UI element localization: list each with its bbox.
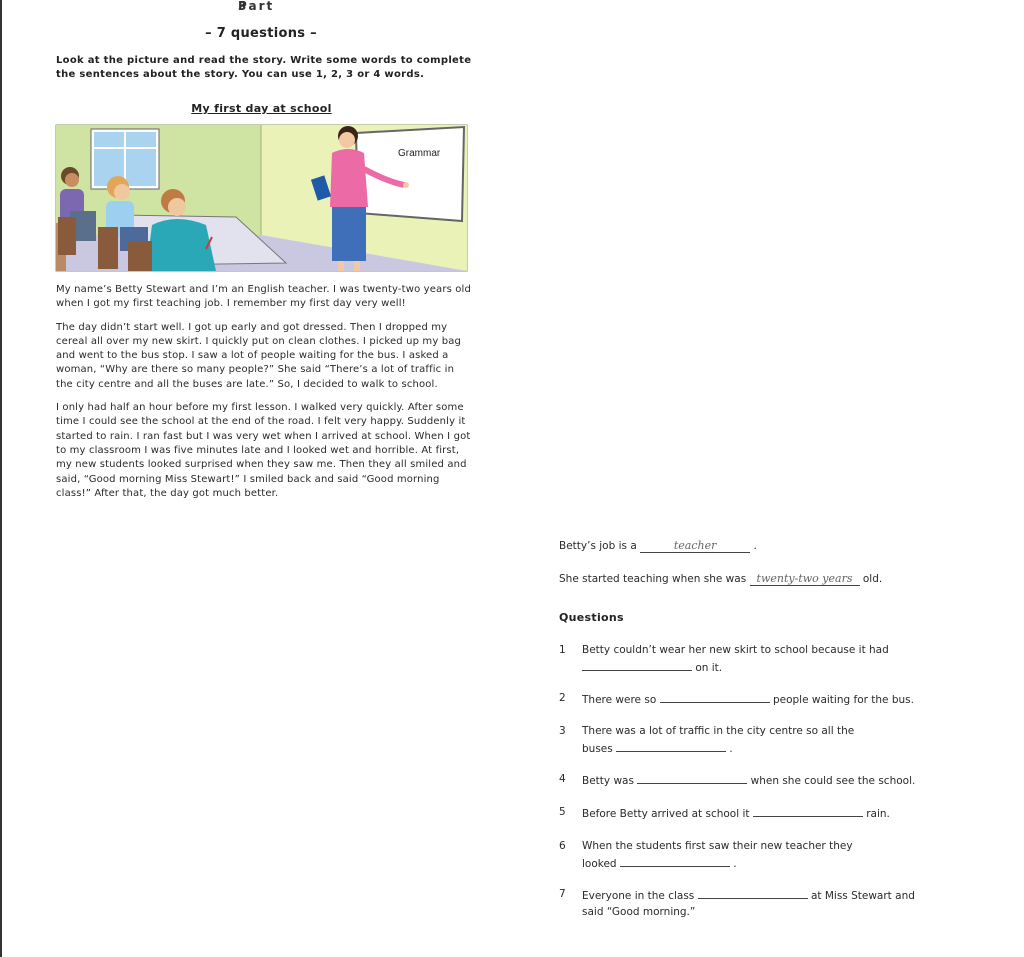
questions-heading: Questions xyxy=(559,611,624,624)
answer-blank[interactable] xyxy=(616,739,726,752)
example-1: Betty’s job is a teacher . xyxy=(559,539,757,552)
story-paragraph: The day didn’t start well. I got up early and got dressed. Then I dropped my cereal all over my new skirt. I quickly put on clean clothes. I picked up my bag and went to the bus stop. I saw a lot of people waiting for the bus. I asked a woman, “Why are there so many people?” She said “There’s a lot of traffic in the city centre and all the buses are late.” So, I decided to walk to school. xyxy=(56,321,461,390)
instructions: Look at the picture and read the story. Write some words to complete the sentences about the story. You can use 1, 2, 3 or 4 words. xyxy=(56,55,472,80)
whiteboard-label: Grammar xyxy=(398,148,441,159)
answer-blank[interactable] xyxy=(637,771,747,784)
story-paragraph: My name’s Betty Stewart and I’m an English teacher. I was twenty-two years old when I got my first teaching job. I remember my first day very well! xyxy=(56,284,471,310)
story-text xyxy=(56,283,472,510)
answer-blank[interactable] xyxy=(753,804,863,817)
question-count-subtitle: – 7 questions – xyxy=(205,26,317,41)
story-paragraph: I only had half an hour before my first lesson. I walked very quickly. After some time I could see the school at the end of the road. I felt very happy. Suddenly it started to rain. I ran fast but I was very wet when I arrived at school. When I got to my classroom I was five minutes late and I looked wet and horrible. At first, my new students looked surprised when they saw me. Then they all smiled and said, “Good morning Miss Stewart!” I smiled back and said “Good morning class!” After that, the day got much better. xyxy=(56,402,471,499)
classroom-illustration xyxy=(56,125,467,271)
answer-blank[interactable] xyxy=(698,886,808,899)
answer-blank[interactable] xyxy=(582,658,692,671)
story-title: My first day at school xyxy=(191,102,332,115)
example-2: She started teaching when she was twenty-two years old. xyxy=(559,572,883,585)
part-title: Part 3 xyxy=(238,0,275,13)
example-answer: teacher xyxy=(640,540,750,553)
answer-blank[interactable] xyxy=(620,854,730,867)
page-left-border xyxy=(0,0,2,957)
answer-blank[interactable] xyxy=(660,690,770,703)
example-answer: twenty-two years xyxy=(750,573,860,586)
